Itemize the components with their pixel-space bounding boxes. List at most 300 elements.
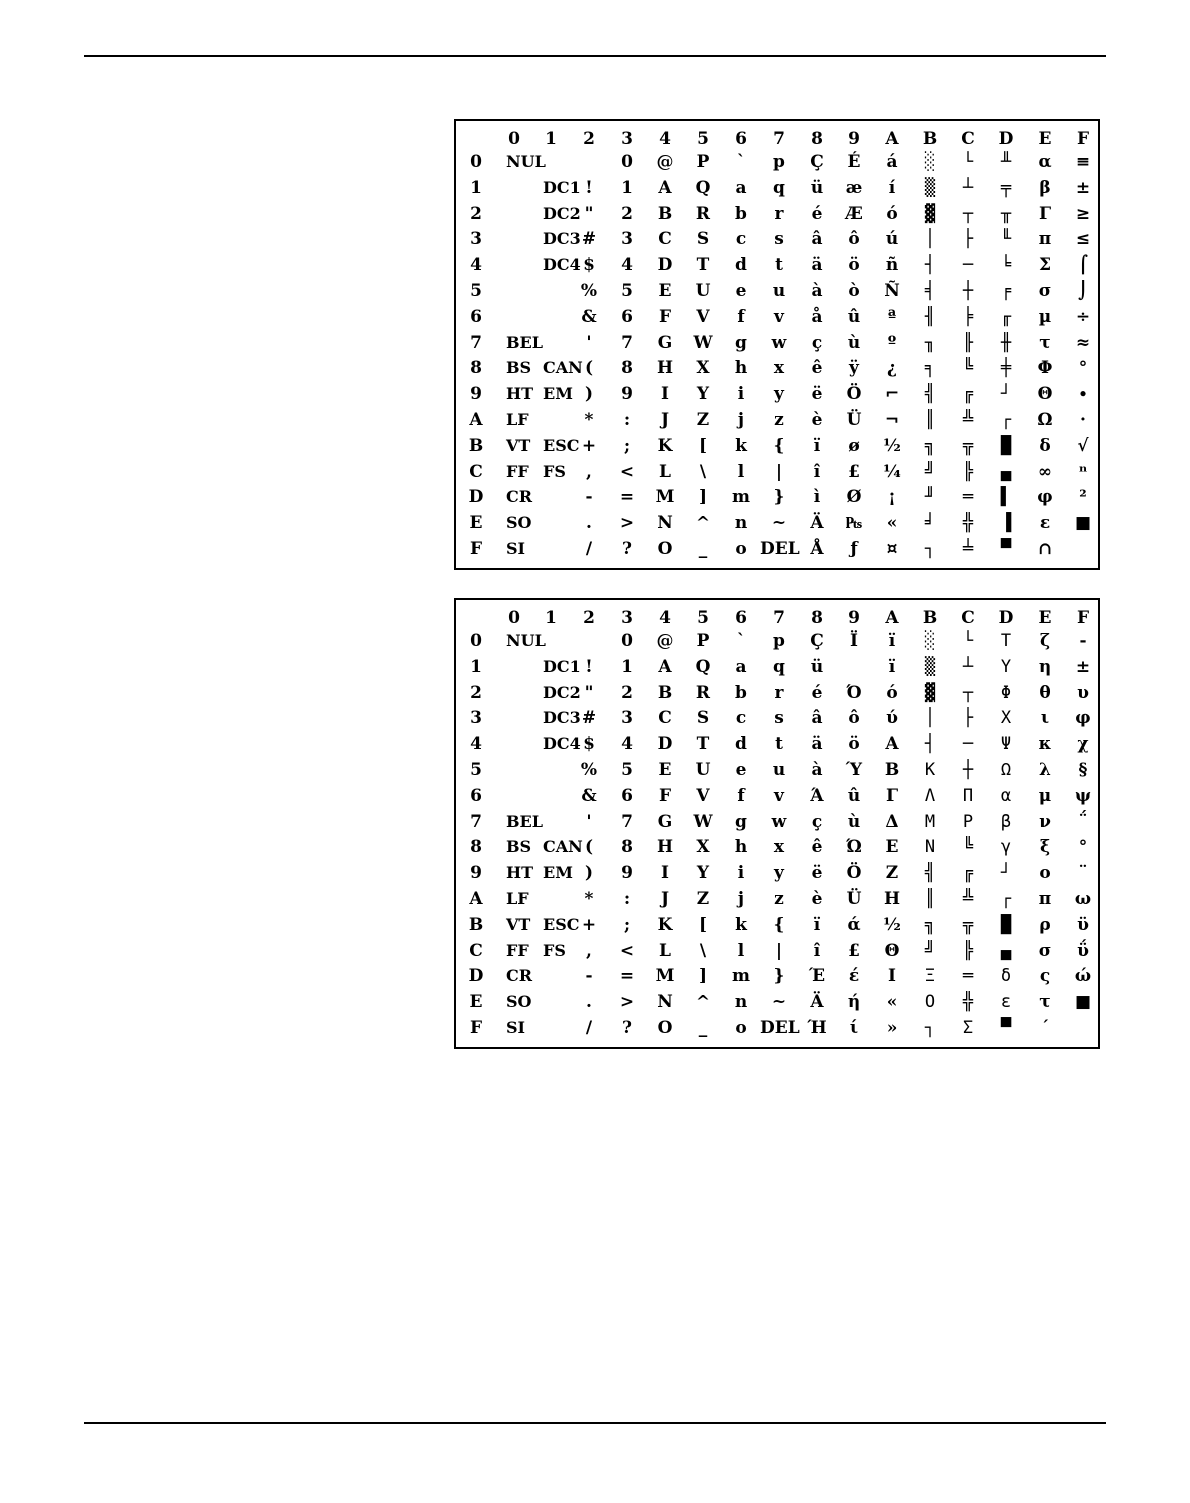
table-cell: Γ bbox=[885, 785, 899, 806]
table-cell: ╗ bbox=[924, 914, 936, 935]
table-cell: , bbox=[586, 461, 592, 482]
table-cell: ύ bbox=[886, 708, 898, 729]
table-cell: ? bbox=[622, 1018, 632, 1038]
table-cell: t bbox=[775, 734, 783, 755]
table-cell: L bbox=[659, 940, 671, 961]
table-cell: CR bbox=[506, 487, 533, 507]
table-cell: ε bbox=[1000, 992, 1012, 1013]
table-cell: Ç bbox=[810, 152, 824, 172]
table-cell: ┤ bbox=[924, 255, 936, 276]
table-cell: Ö bbox=[846, 863, 862, 884]
table-cell: N bbox=[657, 992, 673, 1013]
table-cell: ¡ bbox=[888, 487, 896, 508]
table-cell: VT bbox=[506, 435, 531, 455]
table-cell: ╚ bbox=[962, 837, 974, 858]
table-cell: a bbox=[735, 656, 747, 677]
table-cell: # bbox=[581, 708, 597, 729]
table-cell: q bbox=[773, 177, 785, 198]
table-cell: Χ bbox=[1000, 708, 1012, 729]
table-cell: ί bbox=[849, 1018, 859, 1038]
table-cell: ï bbox=[813, 914, 821, 935]
table-cell: ■ bbox=[1074, 513, 1092, 534]
table-cell: ╩ bbox=[962, 410, 974, 430]
table-cell: j bbox=[737, 410, 745, 430]
table-cell: ( bbox=[584, 837, 594, 858]
table-cell: é bbox=[811, 682, 823, 703]
table-cell: √ bbox=[1077, 435, 1089, 456]
table-cell: ▀ bbox=[1000, 1018, 1012, 1038]
table-cell: ö bbox=[848, 734, 860, 755]
table-cell: DC1 bbox=[543, 656, 581, 676]
column-header: F bbox=[1076, 608, 1090, 628]
table-cell: │ bbox=[924, 708, 936, 729]
table-cell: # bbox=[581, 229, 597, 250]
table-cell: è bbox=[811, 889, 823, 909]
table-cell: Ü bbox=[846, 889, 862, 909]
table-cell: Γ bbox=[1038, 203, 1052, 224]
table-cell: CR bbox=[506, 966, 533, 986]
table-cell: U bbox=[695, 281, 711, 301]
table-cell: ½ bbox=[883, 914, 901, 935]
table-cell: é bbox=[811, 203, 823, 224]
table-cell: : bbox=[623, 889, 631, 909]
table-cell: ESC bbox=[543, 435, 580, 455]
table-cell: n bbox=[734, 513, 748, 534]
table-cell: ╝ bbox=[924, 940, 936, 961]
table-cell: ª bbox=[887, 306, 897, 327]
table-cell: Ι bbox=[888, 966, 896, 987]
table-cell: R bbox=[695, 682, 711, 703]
table-cell: L bbox=[659, 461, 671, 482]
table-cell: ! bbox=[585, 656, 593, 677]
table-cell: f bbox=[737, 785, 745, 806]
table-cell: ╟ bbox=[962, 332, 974, 353]
table-cell: p bbox=[773, 631, 785, 651]
table-cell: y bbox=[774, 863, 784, 884]
table-cell: s bbox=[774, 229, 784, 250]
row-header: 4 bbox=[470, 255, 482, 276]
column-header: 4 bbox=[659, 608, 671, 628]
table-cell: 9 bbox=[621, 863, 633, 884]
table-cell: ¬ bbox=[884, 410, 900, 430]
table-cell: ╦ bbox=[962, 914, 974, 935]
table-cell: Ω bbox=[1037, 410, 1053, 430]
table-cell: - bbox=[1079, 631, 1087, 651]
table-cell: T bbox=[696, 255, 710, 276]
table-cell: & bbox=[581, 306, 597, 327]
table-cell: ▄ bbox=[1000, 940, 1012, 961]
table-cell: HT bbox=[506, 384, 534, 404]
table-cell: ù bbox=[847, 332, 861, 353]
row-header: C bbox=[469, 940, 483, 961]
table-cell: F bbox=[658, 785, 672, 806]
column-header: 5 bbox=[697, 129, 709, 149]
table-cell: å bbox=[811, 306, 823, 327]
table-cell: υ bbox=[1077, 682, 1089, 703]
table-cell: i bbox=[737, 863, 745, 884]
table-cell: ┴ bbox=[962, 177, 974, 198]
table-cell: c bbox=[735, 708, 747, 729]
table-cell: è bbox=[811, 410, 823, 430]
table-cell: EM bbox=[543, 384, 573, 404]
row-header: 5 bbox=[470, 760, 482, 780]
table-cell: Ώ bbox=[846, 837, 862, 858]
table-cell: F bbox=[658, 306, 672, 327]
table-cell: I bbox=[661, 384, 669, 405]
row-header: 9 bbox=[470, 863, 482, 884]
table-cell: e bbox=[735, 281, 747, 301]
table-cell: ≥ bbox=[1075, 203, 1091, 224]
table-cell: ╤ bbox=[1000, 177, 1012, 198]
table-cell: · bbox=[1080, 410, 1086, 430]
table-cell: Ό bbox=[846, 682, 862, 703]
table-cell: Ρ bbox=[962, 811, 974, 832]
row-header: 2 bbox=[470, 203, 482, 224]
table-cell: ≡ bbox=[1075, 152, 1091, 172]
table-cell: ∞ bbox=[1037, 461, 1053, 482]
table-cell: ├ bbox=[962, 229, 974, 250]
table-cell: ù bbox=[847, 811, 861, 832]
table-cell: ü bbox=[810, 177, 824, 198]
table-cell: M bbox=[655, 966, 675, 987]
table-cell: Ξ bbox=[924, 966, 936, 987]
table-cell: § bbox=[1078, 760, 1088, 780]
table-cell: X bbox=[696, 837, 710, 858]
column-header: 1 bbox=[545, 129, 557, 149]
table-cell: Έ bbox=[808, 966, 826, 987]
table-cell: ë bbox=[811, 863, 823, 884]
table-cell: * bbox=[584, 889, 594, 909]
table-cell: / bbox=[585, 1018, 593, 1038]
row-header: E bbox=[469, 992, 483, 1013]
table-cell: ξ bbox=[1039, 837, 1051, 858]
table-cell: Φ bbox=[1037, 358, 1053, 379]
table-cell: ─ bbox=[962, 734, 974, 755]
table-cell: k bbox=[735, 914, 747, 935]
table-cell: æ bbox=[845, 177, 863, 198]
table-cell: ┘ bbox=[1000, 384, 1012, 405]
column-header: A bbox=[885, 608, 899, 628]
table-cell: ┐ bbox=[924, 539, 936, 559]
table-cell: ╦ bbox=[962, 435, 974, 456]
table-cell: ░ bbox=[924, 631, 936, 651]
column-header: A bbox=[885, 129, 899, 149]
table-cell: ┐ bbox=[924, 1018, 936, 1038]
table-cell: ι bbox=[1040, 708, 1050, 729]
table-cell: ¤ bbox=[886, 539, 898, 559]
table-cell: DC4 bbox=[543, 255, 581, 275]
table-cell: Ν bbox=[924, 837, 936, 858]
table-cell: 3 bbox=[621, 708, 633, 729]
table-cell: â bbox=[811, 229, 823, 250]
table-cell: h bbox=[734, 358, 748, 379]
table-cell: π bbox=[1038, 889, 1052, 909]
table-cell: DC2 bbox=[543, 682, 581, 702]
table-cell: ï bbox=[888, 656, 896, 677]
table-cell: ┬ bbox=[962, 203, 974, 224]
table-cell: ∩ bbox=[1037, 539, 1053, 559]
table-cell: Ζ bbox=[885, 863, 899, 884]
table-cell: d bbox=[735, 734, 747, 755]
table-cell: ■ bbox=[1074, 992, 1092, 1013]
table-cell: q bbox=[773, 656, 785, 677]
table-cell: DEL bbox=[760, 539, 800, 559]
table-cell: H bbox=[656, 358, 674, 379]
table-cell: ┴ bbox=[962, 656, 974, 677]
table-cell: . bbox=[586, 992, 592, 1013]
table-cell: @ bbox=[656, 631, 674, 651]
table-cell: g bbox=[735, 811, 747, 832]
table-cell: É bbox=[847, 152, 861, 172]
table-cell: x bbox=[773, 837, 785, 858]
table-cell: S bbox=[696, 229, 710, 250]
table-cell: Υ bbox=[1000, 656, 1012, 677]
table-cell: Ε bbox=[885, 837, 899, 858]
table-cell: ╕ bbox=[924, 358, 936, 379]
table-cell: ° bbox=[1078, 837, 1088, 858]
table-cell: ╩ bbox=[962, 889, 974, 909]
table-cell: ^ bbox=[695, 513, 711, 534]
table-cell: LF bbox=[506, 889, 529, 908]
table-cell: Ï bbox=[850, 631, 858, 651]
table-cell: = bbox=[619, 487, 635, 508]
table-cell: FS bbox=[543, 940, 566, 960]
column-header: 6 bbox=[735, 129, 747, 149]
table-cell: O bbox=[657, 539, 673, 559]
table-cell: ì bbox=[813, 487, 821, 508]
table-cell: NUL bbox=[506, 631, 546, 650]
table-cell: Y bbox=[696, 384, 710, 405]
table-cell: █ bbox=[1000, 435, 1012, 456]
table-cell: ═ bbox=[962, 966, 974, 987]
table-cell: [ bbox=[698, 914, 708, 935]
table-cell: ό bbox=[886, 682, 898, 703]
table-cell: V bbox=[696, 785, 710, 806]
table-cell: u bbox=[772, 760, 786, 780]
table-cell: $ bbox=[583, 734, 595, 755]
table-cell: ? bbox=[622, 539, 632, 559]
table-cell: P bbox=[696, 152, 710, 172]
code-page-table-1 bbox=[454, 119, 1100, 570]
table-cell: ┼ bbox=[962, 281, 974, 301]
table-cell: ┼ bbox=[962, 760, 974, 780]
table-cell: CAN bbox=[543, 837, 583, 857]
table-cell: z bbox=[774, 410, 784, 430]
table-cell: HT bbox=[506, 863, 534, 883]
table-cell: ESC bbox=[543, 914, 580, 934]
table-cell: W bbox=[693, 332, 713, 353]
table-cell: P bbox=[696, 631, 710, 651]
row-header: 2 bbox=[470, 682, 482, 703]
table-cell: ò bbox=[848, 281, 860, 301]
column-header: 4 bbox=[659, 129, 671, 149]
table-cell: ▓ bbox=[924, 203, 936, 224]
table-cell: S bbox=[696, 708, 710, 729]
column-header: 0 bbox=[508, 129, 520, 149]
table-cell: Ø bbox=[846, 487, 862, 508]
table-cell: r bbox=[774, 203, 784, 224]
table-cell: Π bbox=[962, 785, 974, 806]
table-cell: G bbox=[657, 811, 673, 832]
table-cell: D bbox=[657, 255, 673, 276]
table-cell: I bbox=[661, 863, 669, 884]
code-page-table-2 bbox=[454, 598, 1100, 1049]
table-cell: V bbox=[696, 306, 710, 327]
table-cell: NUL bbox=[506, 152, 546, 171]
table-cell: C bbox=[658, 708, 672, 729]
column-header: 6 bbox=[735, 608, 747, 628]
table-cell: Q bbox=[695, 177, 711, 198]
table-cell: CAN bbox=[543, 358, 583, 378]
table-cell: ╗ bbox=[924, 435, 936, 456]
row-header: 0 bbox=[470, 631, 482, 651]
table-cell: ΅ bbox=[1078, 811, 1088, 832]
table-cell: ó bbox=[886, 203, 898, 224]
table-cell: b bbox=[735, 203, 747, 224]
table-cell: BEL bbox=[506, 332, 543, 352]
table-cell: l bbox=[737, 940, 745, 961]
table-cell: n bbox=[734, 992, 748, 1013]
table-cell: @ bbox=[656, 152, 674, 172]
table-cell: ) bbox=[584, 384, 594, 405]
table-cell: + bbox=[581, 435, 597, 456]
table-cell: K bbox=[657, 435, 673, 456]
table-cell: Y bbox=[696, 863, 710, 884]
table-cell: θ bbox=[1039, 682, 1051, 703]
table-cell: ρ bbox=[1039, 914, 1051, 935]
table-cell: o bbox=[735, 1018, 747, 1038]
table-cell: ≤ bbox=[1075, 229, 1091, 250]
table-cell: C bbox=[658, 229, 672, 250]
table-cell: £ bbox=[848, 940, 860, 961]
table-cell: ä bbox=[811, 255, 823, 276]
table-cell: ε bbox=[1039, 513, 1051, 534]
table-cell: DC3 bbox=[543, 229, 581, 249]
table-cell: r bbox=[774, 682, 784, 703]
table-cell: 0 bbox=[621, 631, 633, 651]
table-cell: ` bbox=[736, 152, 746, 172]
table-cell: o bbox=[735, 539, 747, 559]
row-header: 0 bbox=[470, 152, 482, 172]
table-cell: ϋ bbox=[1077, 914, 1089, 935]
table-cell: v bbox=[774, 785, 784, 806]
table-cell: π bbox=[1038, 229, 1052, 250]
column-header: 7 bbox=[773, 608, 785, 628]
table-cell: ╖ bbox=[924, 332, 936, 353]
table-cell: ╡ bbox=[924, 281, 936, 301]
column-header: E bbox=[1038, 608, 1052, 628]
table-cell: ~ bbox=[771, 513, 787, 534]
table-cell: B bbox=[657, 682, 673, 703]
table-cell: } bbox=[773, 966, 785, 987]
row-header: D bbox=[468, 487, 484, 508]
table-cell: Η bbox=[883, 889, 901, 909]
table-cell: 1 bbox=[621, 177, 633, 198]
column-header: E bbox=[1038, 129, 1052, 149]
table-cell: ¿ bbox=[887, 358, 897, 379]
table-cell: ▀ bbox=[1000, 539, 1012, 559]
table-cell: Q bbox=[695, 656, 711, 677]
table-cell: α bbox=[1038, 152, 1052, 172]
table-cell: N bbox=[657, 513, 673, 534]
table-cell: ¨ bbox=[1078, 863, 1088, 884]
row-header: 7 bbox=[470, 332, 482, 353]
table-cell: ▒ bbox=[924, 656, 936, 677]
column-header: 2 bbox=[583, 129, 595, 149]
table-cell: = bbox=[619, 966, 635, 987]
table-cell: { bbox=[773, 914, 785, 935]
table-cell: ô bbox=[848, 229, 860, 250]
table-cell: _ bbox=[698, 1018, 708, 1038]
table-cell: t bbox=[775, 255, 783, 276]
table-cell: έ bbox=[848, 966, 860, 987]
table-cell: ° bbox=[1078, 358, 1088, 379]
row-header: 4 bbox=[470, 734, 482, 755]
table-cell: \ bbox=[699, 461, 707, 482]
table-cell: Ή bbox=[807, 1018, 827, 1038]
table-cell: ! bbox=[585, 177, 593, 198]
row-header: A bbox=[469, 889, 483, 909]
table-cell: ▐ bbox=[1000, 513, 1012, 534]
table-cell: ο bbox=[1039, 863, 1051, 884]
table-cell: î bbox=[813, 461, 821, 482]
table-cell: 3 bbox=[621, 229, 633, 250]
table-cell: DEL bbox=[760, 1018, 800, 1038]
table-cell: ╒ bbox=[1000, 281, 1012, 301]
column-header: B bbox=[922, 129, 938, 149]
table-cell: û bbox=[847, 306, 861, 327]
column-header: 7 bbox=[773, 129, 785, 149]
table-cell: ë bbox=[811, 384, 823, 405]
table-cell: A bbox=[658, 656, 672, 677]
table-cell: ; bbox=[623, 435, 631, 456]
table-cell: ╫ bbox=[1000, 332, 1012, 353]
table-cell: e bbox=[735, 760, 747, 780]
table-cell: SI bbox=[506, 1018, 526, 1037]
row-header: 9 bbox=[470, 384, 482, 405]
table-cell: m bbox=[732, 966, 750, 987]
column-header: C bbox=[961, 129, 975, 149]
table-cell: SO bbox=[506, 513, 532, 533]
column-header: 5 bbox=[697, 608, 709, 628]
table-cell: D bbox=[657, 734, 673, 755]
table-cell: DC4 bbox=[543, 734, 581, 754]
table-cell: â bbox=[811, 708, 823, 729]
table-cell: β bbox=[1000, 811, 1012, 832]
table-cell: DC2 bbox=[543, 203, 581, 223]
table-cell: ú bbox=[885, 229, 899, 250]
column-header: 3 bbox=[621, 608, 633, 628]
table-cell: | bbox=[775, 461, 783, 482]
table-cell: ╞ bbox=[962, 306, 974, 327]
table-cell: ï bbox=[813, 435, 821, 456]
table-cell: Ά bbox=[810, 785, 824, 806]
table-cell: 7 bbox=[621, 811, 633, 832]
row-header: E bbox=[469, 513, 483, 534]
table-cell: Κ bbox=[924, 760, 936, 780]
table-cell: 8 bbox=[621, 837, 633, 858]
table-cell: < bbox=[619, 461, 635, 482]
table-cell: ─ bbox=[962, 255, 974, 276]
table-cell: Σ bbox=[1038, 255, 1052, 276]
footer-rule bbox=[84, 1422, 1106, 1424]
table-cell: g bbox=[735, 332, 747, 353]
column-header: 1 bbox=[545, 608, 557, 628]
table-cell: κ bbox=[1038, 734, 1052, 755]
table-cell: BS bbox=[506, 358, 532, 378]
table-cell: ~ bbox=[771, 992, 787, 1013]
table-cell: ╣ bbox=[924, 863, 936, 884]
